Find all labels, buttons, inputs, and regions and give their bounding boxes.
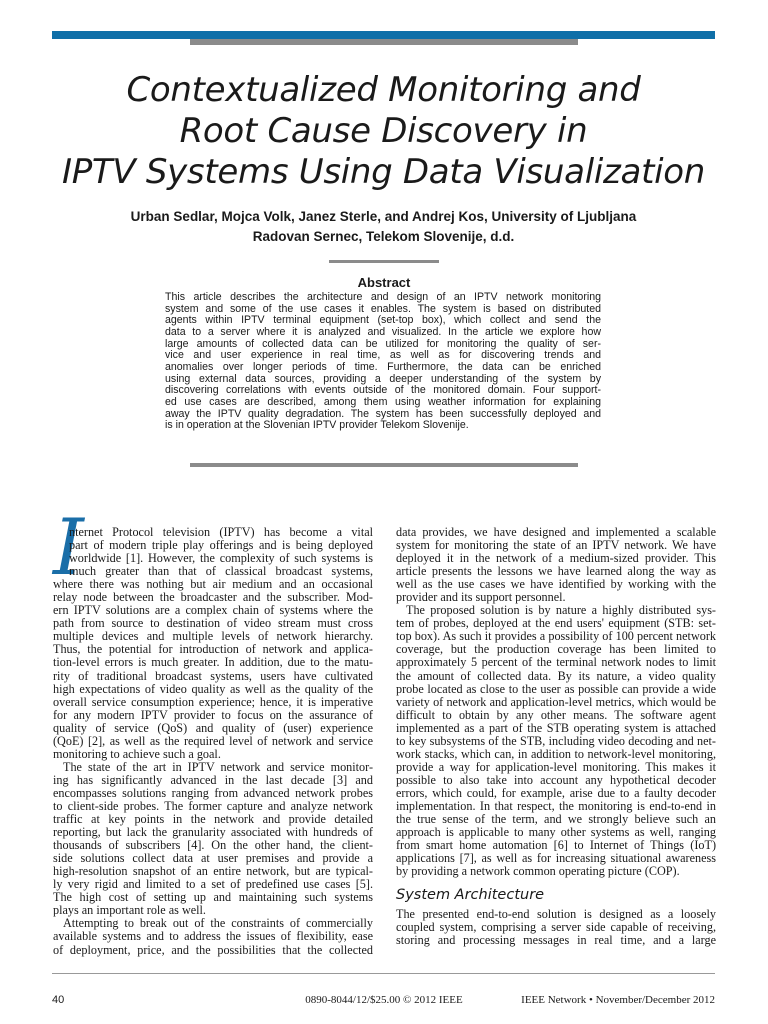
text-line: probe located as close to the user as possible can provide a wide — [396, 681, 716, 696]
text-line: deployed it in the network of a medium-sized provider. This — [396, 551, 716, 566]
body-column-right — [396, 526, 716, 947]
text-line: the amount of collected data. By its nature, a video quality — [396, 668, 716, 683]
text-line: Thus, the potential for introduction of network and applica- — [53, 642, 373, 657]
text-line: top box). As such it provides a possibility of 100 percent network — [396, 629, 716, 644]
title-line: Root Cause Discovery in — [179, 111, 588, 151]
text-line: well as the use cases we have identified by working with the — [396, 577, 716, 592]
text-line: quality of service (QoS) and quality of (user) experience — [53, 720, 373, 735]
text-line: provider and its support personnel. — [396, 590, 566, 605]
text-line: provide a way for application-level monitoring. This makes it — [396, 759, 716, 774]
body-column-left — [53, 526, 373, 957]
text-line: to client-side probes. The former capture and analyze network — [53, 798, 373, 813]
section-heading: System Architecture — [396, 887, 545, 904]
text-line: ern IPTV solutions are a complex chain of systems where the — [53, 603, 373, 618]
text-line: part of modern triple play offerings and is being deployed — [69, 538, 373, 553]
authors-line-2: Radovan Sernec, Telekom Slovenije, d.d. — [252, 229, 515, 244]
text-line: ly very rigid and limited to a set of predefined use cases [5]. — [53, 877, 373, 892]
copyright-line: 0890-8044/12/$25.00 © 2012 IEEE — [305, 994, 463, 1006]
page-number: 40 — [52, 994, 65, 1006]
article-title — [52, 70, 715, 193]
abstract-line: agents within IPTV terminal equipment (set-top box), which collect and send the — [165, 314, 601, 327]
text-line: of deployment, price, and the possibilities that the collected — [53, 942, 373, 957]
text-line: the true sense of the term, and we strongly believe such an — [396, 812, 716, 827]
text-line: data provides, we have designed and implemented a scalable — [396, 525, 716, 539]
text-line: The presented end-to-end solution is designed as a loosely — [396, 907, 716, 922]
author-block — [52, 207, 715, 247]
abstract-line: anomalies over longer periods of time. Furthermore, the data can be enriched — [165, 360, 601, 373]
text-line: monitoring to achieve such a goal. — [53, 746, 221, 761]
text-line: applications [7], as well as for increasing situational awareness — [396, 851, 716, 866]
abstract-heading: Abstract — [357, 275, 411, 290]
text-line: plays an important role as well. — [53, 903, 206, 918]
text-line: approximately 5 percent of the terminal network nodes to limit — [396, 655, 716, 670]
abstract-line: data to a server where it is analyzed and visualized. In the article we explore how — [165, 325, 601, 338]
text-line: available systems and to address the issues of flexibility, ease — [53, 929, 373, 944]
abstract-line: This article describes the architecture and design of an IPTV network monitoring — [165, 291, 601, 303]
text-line: approach is applicable to many other systems as well, ranging — [396, 825, 716, 840]
abstract-line: discovering correlations with events outside of the monitored domain. Four support- — [165, 384, 601, 397]
text-line: side solutions collect data at user premises and provide a — [53, 851, 373, 866]
text-line: nternet Protocol television (IPTV) has become a vital — [69, 525, 373, 539]
text-line: multiple devices and multiple levels of network hierarchy. — [53, 629, 373, 644]
text-line: (QoE) [2], as well as the required level of network and service — [53, 733, 373, 748]
text-line: storing and processing messages in real time, and a large — [396, 933, 716, 948]
text-line: high expectations of video quality as well as the quality of the — [53, 681, 373, 696]
text-line: for any modern IPTV provider to focus on the assurance of — [53, 707, 373, 722]
text-line: article presents the lessons we have learned along the way as — [396, 564, 716, 579]
text-line: tion-level errors is much greater. In addition, due to the matu- — [53, 655, 373, 670]
text-line: The state of the art in IPTV network and service monitor- — [63, 759, 373, 774]
text-line: worldwide [1]. However, the complexity of such systems is — [69, 551, 373, 566]
text-line: rity of traditional broadcast systems, users have cultivated — [53, 668, 373, 683]
abstract-bottom-rule — [190, 463, 578, 467]
journal-citation: IEEE Network • November/December 2012 — [521, 994, 715, 1006]
abstract-line: ed use cases are described, among them using weather information for explaining — [165, 395, 601, 408]
text-line: encompasses solutions ranging from advanced network probes — [53, 785, 373, 800]
text-line: traffic at key points in the network and provide detailed — [53, 812, 373, 827]
text-line: variety of network and application-level metrics, which would be — [396, 694, 716, 709]
text-line: implemented as a part of the STB operating system is attached — [396, 720, 716, 735]
text-line: system for monitoring the state of an IPTV network. We have — [396, 538, 716, 553]
text-line: coverage, but the production coverage has been limited to — [396, 642, 716, 657]
text-line: to key subsystems of the STB, including video decoding and net- — [396, 733, 716, 748]
drop-cap: I — [53, 503, 84, 593]
footer-rule — [52, 973, 715, 974]
text-line: much greater than that of classical broadcast systems, — [69, 564, 373, 579]
text-line: overall service consumption experience; hence, it is imperative — [53, 694, 373, 709]
text-line: Attempting to break out of the constraints of commercially — [63, 916, 373, 931]
text-line: tem of probes, deployed at the end users' equipment (STB: set- — [396, 616, 716, 631]
text-line: possible to also take into account any hypothetical decoder — [396, 772, 716, 787]
text-line: high-resolution snapshot of an entire network, but are typical- — [53, 864, 373, 879]
abstract-line: is in operation at the Slovenian IPTV provider Telekom Slovenije. — [165, 419, 469, 432]
text-line: errors, which could, for example, arise due to a faulty decoder — [396, 785, 716, 800]
authors-line-1: Urban Sedlar, Mojca Volk, Janez Sterle, and Andrej Kos, University of Ljubljana — [130, 209, 637, 224]
title-line: IPTV Systems Using Data Visualization — [61, 152, 706, 192]
abstract-line: system and some of the use cases it enables. The system is based on distributed — [165, 302, 601, 315]
abstract-top-rule — [329, 260, 439, 263]
text-line: difficult to obtain by any other means. The software agent — [396, 707, 716, 722]
text-line: by providing a network common operating picture (COP). — [396, 864, 680, 879]
text-line: where there was nothing but air medium and an occasional — [53, 577, 373, 592]
abstract-line: vice and user experience in real time, as well as for discovering trends and — [165, 349, 601, 362]
title-line: Contextualized Monitoring and — [126, 70, 641, 110]
text-line: reporting, but lack the granularity associated with hundreds of — [53, 825, 373, 840]
text-line: ing has significantly advanced in the last decade [3] and — [53, 772, 373, 787]
text-line: thousands of subscribers [4]. On the other hand, the client- — [53, 838, 373, 853]
abstract-line: large amounts of collected data can be utilized for monitoring the quality of ser- — [165, 337, 601, 350]
text-line: implementation. In that respect, the monitoring is end-to-end in — [396, 798, 716, 813]
text-line: The proposed solution is by nature a highly distributed sys- — [406, 603, 716, 618]
header-accent-bar — [52, 31, 715, 39]
text-line: coupled system, comprising a server side capable of receiving, — [396, 920, 716, 935]
abstract-line: away the IPTV quality degradation. The system has been successfully deployed and — [165, 407, 601, 420]
text-line: from smart home automation [6] to Internet of Things (IoT) — [396, 838, 716, 853]
abstract-line: using external data sources, providing a deeper understanding of the system by — [165, 372, 601, 385]
abstract-text — [165, 292, 601, 432]
text-line: work stacks, which can, in addition to network-level monitoring, — [396, 746, 716, 761]
text-line: path from source to destination of video stream must cross — [53, 616, 373, 631]
text-line: relay node between the broadcaster and the subscriber. Mod- — [53, 590, 373, 605]
text-line: The high cost of setting up and maintaining such systems — [53, 890, 373, 905]
header-gray-bar — [190, 39, 578, 45]
